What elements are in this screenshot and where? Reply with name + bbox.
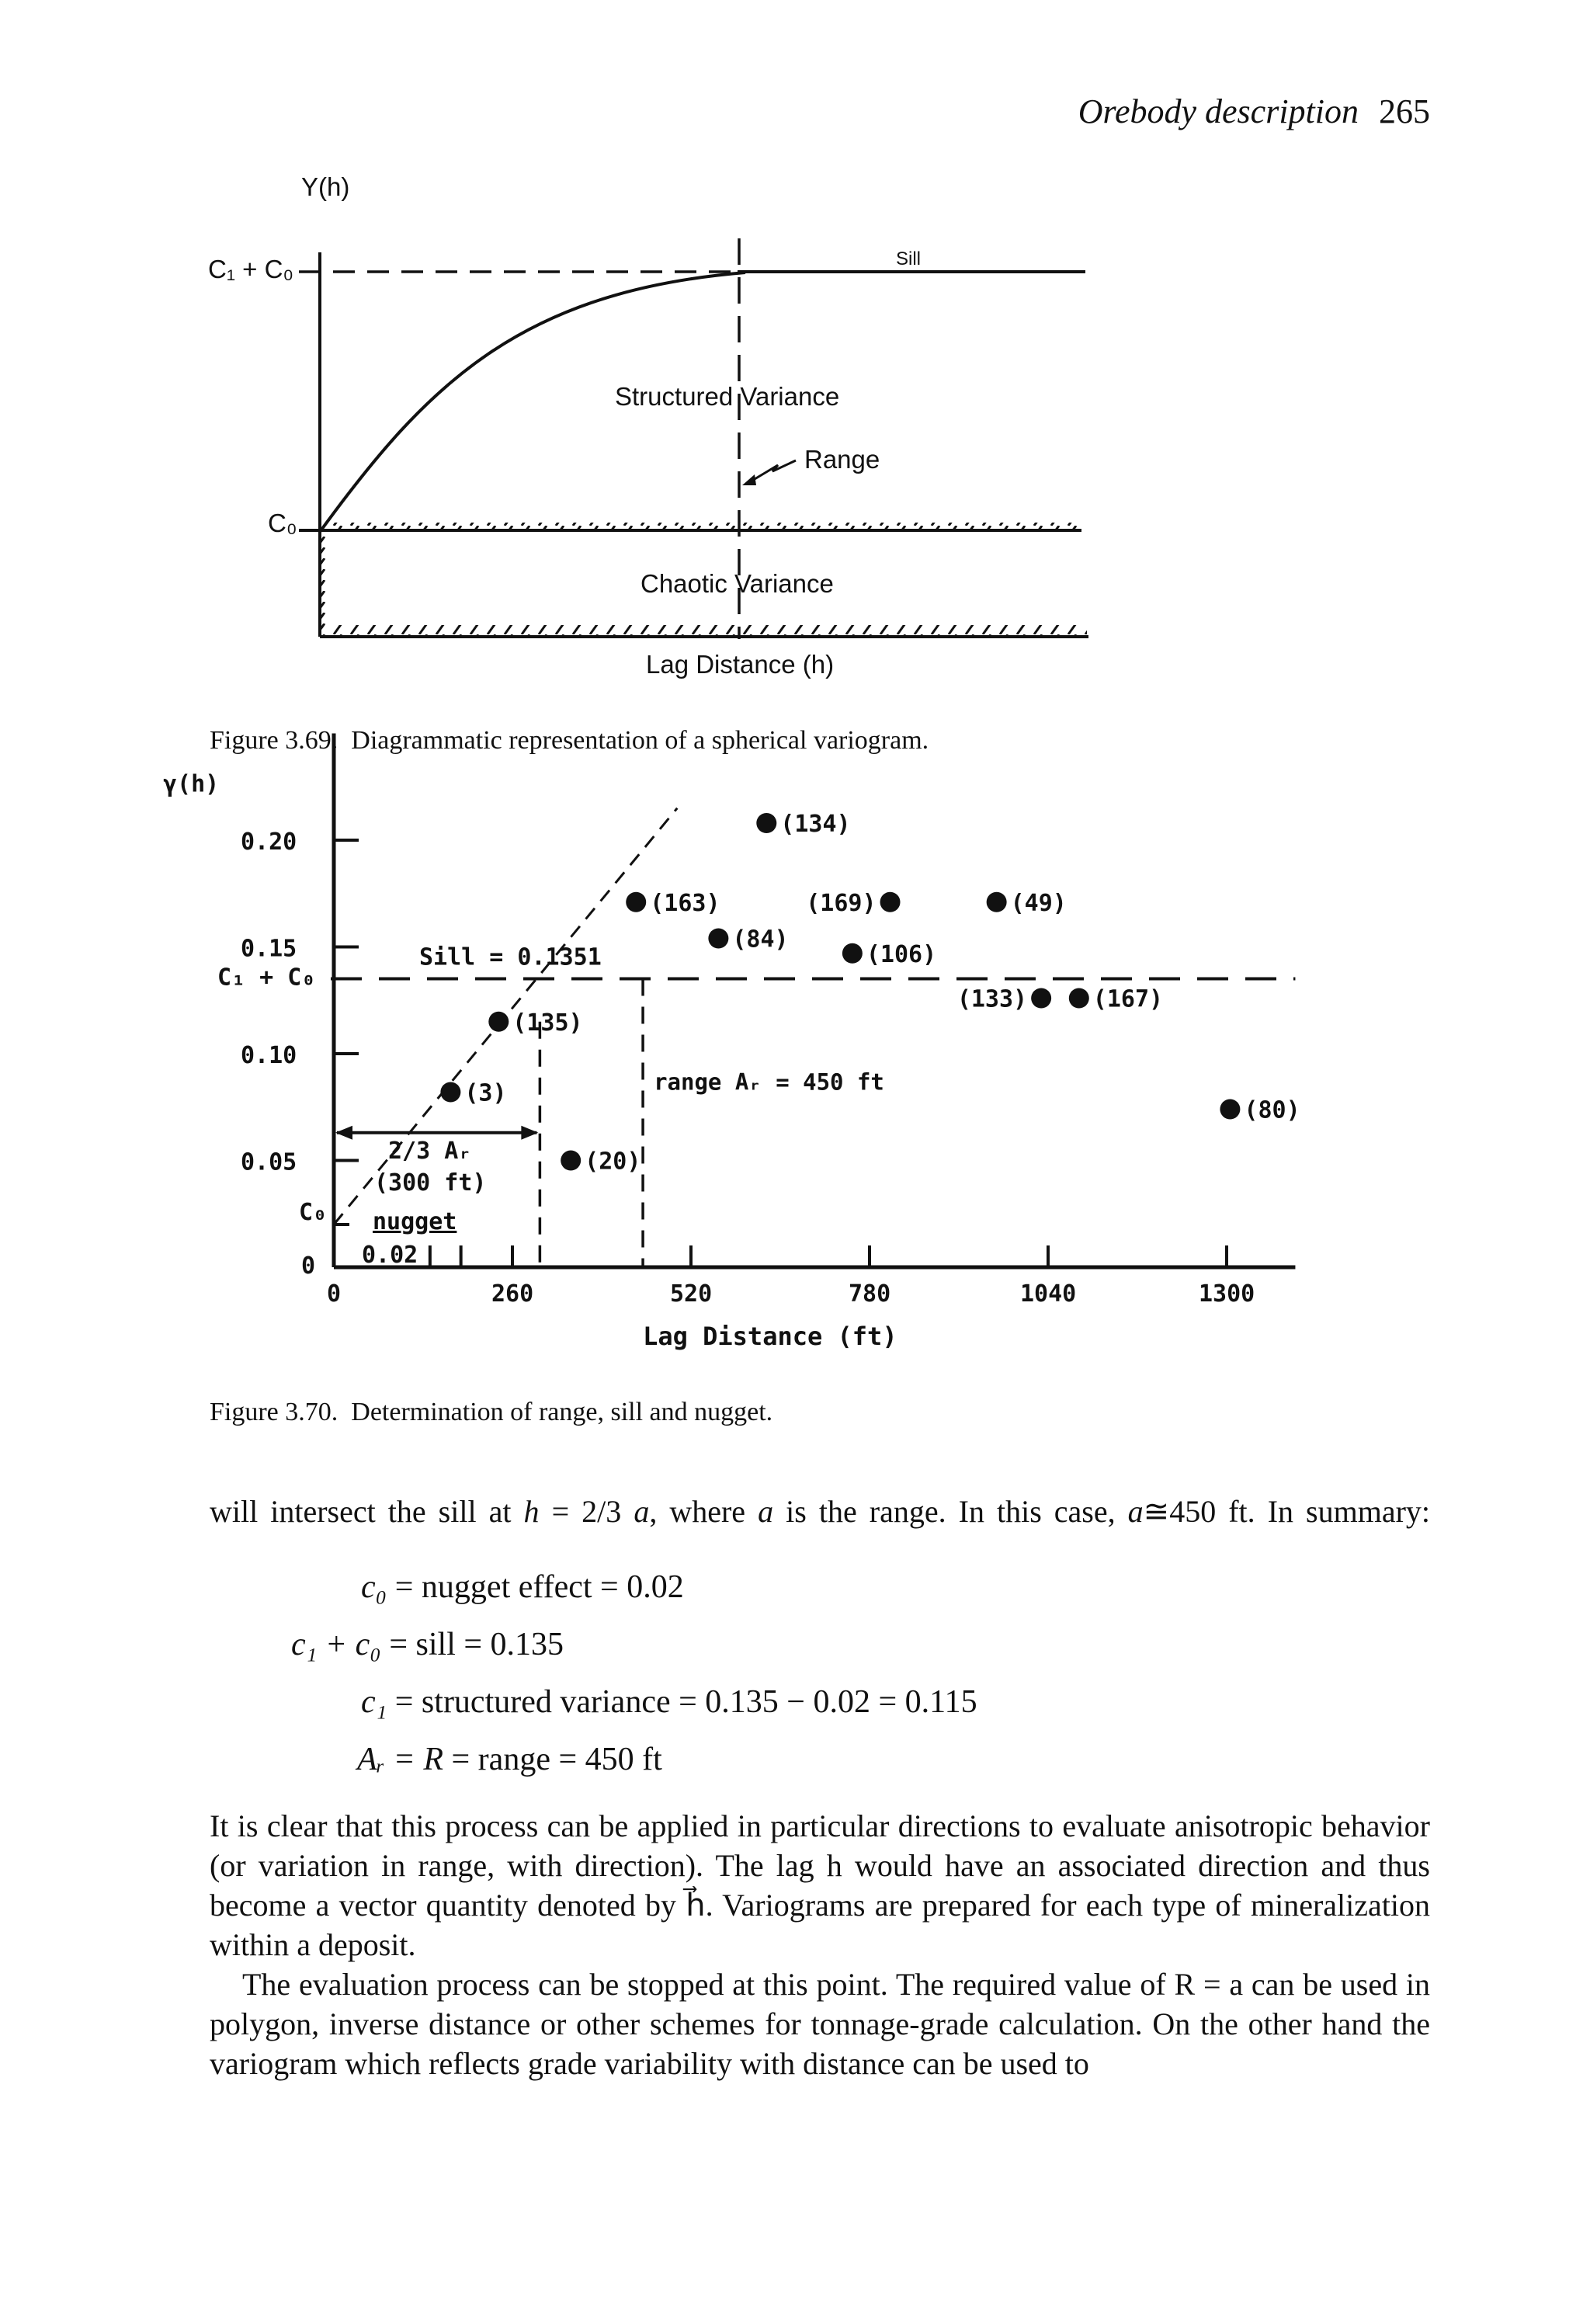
data-point (1220, 1099, 1240, 1120)
variogram-chart (155, 770, 1300, 1367)
x-tick-label: 780 (848, 1280, 891, 1308)
chart-x-label: Lag Distance (ft) (643, 1322, 897, 1351)
data-point-label: (134) (780, 811, 851, 838)
data-point-label: (133) (956, 985, 1028, 1013)
y-tick-label: 0.05 (241, 1148, 297, 1176)
equation-structured-variance (361, 1683, 977, 1721)
paragraph-anisotropy (210, 1806, 1430, 1964)
equation-sill (291, 1626, 564, 1663)
running-head (854, 92, 1430, 131)
equation-range (357, 1741, 662, 1778)
chart-two-thirds-arrowhead-left (335, 1126, 352, 1140)
data-point-label: (84) (732, 926, 789, 954)
y-tick-label: 0.20 (241, 829, 297, 856)
diagram-y-label: Y(h) (301, 172, 350, 201)
diagram-x-label: Lag Distance (h) (646, 650, 835, 679)
y-tick-label: 0.10 (241, 1042, 297, 1069)
data-point (1069, 988, 1089, 1009)
data-point (842, 943, 863, 964)
diagram-nugget-level-label: C₀ (268, 509, 297, 537)
diagram-x-axis-hatching (322, 625, 1087, 636)
intro-text-1: will intersect the sill at (210, 1494, 524, 1529)
intro-var-a: a (634, 1494, 650, 1529)
data-point (1031, 988, 1051, 1009)
equation-nugget-rhs: = nugget effect = 0.02 (394, 1569, 684, 1605)
data-point-label: (20) (585, 1148, 641, 1176)
paragraph-evaluation-text: The evaluation process can be stopped at this point. The required value of R = a can be used in polygon, inverse distance or other schemes for tonnage-grade calculation. On the other hand the variogram which reflects grade variability with distance can be used to (210, 1967, 1430, 2081)
equation-structured-lhs: c₁ (361, 1684, 387, 1720)
chart-range-text: range Aᵣ = 450 ft (654, 1068, 884, 1096)
page-number: 265 (1379, 92, 1430, 130)
x-tick-label: 1040 (1019, 1280, 1077, 1308)
chart-nugget-value: 0.02 (362, 1241, 418, 1269)
chart-two-thirds-arrowhead-right (521, 1126, 538, 1140)
data-point (488, 1012, 509, 1032)
data-point-label: (106) (866, 940, 937, 968)
intro-text-3: , where (649, 1494, 759, 1529)
data-point-label: (49) (1010, 889, 1067, 917)
data-point-label: (169) (806, 889, 877, 917)
figure-3-70-caption: Figure 3.70. Determination of range, sill and nugget. (210, 1398, 773, 1426)
data-point (440, 1082, 460, 1103)
equation-nugget-lhs: c₀ (361, 1569, 387, 1605)
equation-range-lhs: Aᵣ = R (357, 1742, 443, 1777)
intro-text-5: ≅450 ft. In summary: (1143, 1494, 1431, 1529)
paragraph-evaluation (210, 1964, 1430, 2083)
data-point-label: (80) (1244, 1096, 1300, 1124)
chart-c0-label: C₀ (299, 1199, 328, 1226)
equation-nugget (361, 1568, 684, 1606)
data-point-label: (167) (1092, 985, 1164, 1013)
diagram-range-arrowhead (742, 474, 756, 485)
data-point (987, 892, 1007, 912)
chart-nugget-text: nugget (373, 1208, 457, 1235)
x-tick-label: 260 (491, 1280, 534, 1308)
diagram-structured-variance-label: Structured Variance (615, 382, 840, 411)
chart-y-label: γ(h) (163, 770, 220, 798)
x-tick-label: 0 (327, 1280, 342, 1308)
equation-sill-rhs: = sill = 0.135 (389, 1627, 564, 1662)
chart-two-thirds-text: 2/3 Aᵣ (388, 1137, 473, 1165)
data-point-label: (135) (512, 1009, 583, 1037)
diagram-sill-text: Sill (896, 248, 922, 269)
equation-range-rhs: = range = 450 ft (451, 1742, 662, 1777)
data-point-label: (3) (464, 1079, 507, 1107)
diagram-chaotic-hatching (321, 532, 328, 634)
diagram-range-label: Range (804, 445, 880, 474)
data-point-label: (163) (650, 889, 720, 917)
data-point (756, 813, 776, 833)
chart-sill-text: Sill = 0.1351 (419, 943, 602, 971)
data-point (626, 892, 646, 912)
diagram-nugget-hatching (322, 523, 1079, 530)
chart-sill-axis-label: C₁ + C₀ (217, 964, 316, 992)
intro-text-2: = 2/3 (539, 1494, 634, 1529)
equation-sill-lhs: c₁ + c₀ (291, 1627, 381, 1662)
paragraph-anisotropy-text: It is clear that this process can be applied in particular directions to evaluate anisotropic behavior (or variation in range, with direction). The lag h would have an associated direction and thus become a vector quantity denoted by h⃗. Variograms are prepared for each type of mineralization within a deposit. (210, 1808, 1430, 1962)
intro-text-4: is the range. In this case, (773, 1494, 1128, 1529)
x-tick-label: 520 (669, 1280, 713, 1308)
running-head-title: Orebody description (1078, 92, 1359, 130)
diagram-chaotic-variance-label: Chaotic Variance (641, 569, 834, 598)
intro-var-h: h (523, 1494, 540, 1529)
intro-line (210, 1492, 1430, 1531)
y-tick-label: 0 (301, 1252, 316, 1280)
diagram-sill-level-label: C₁ + C₀ (208, 255, 294, 283)
figure-3-69-caption: Figure 3.69. Diagrammatic representation of a spherical variogram. (210, 726, 929, 755)
data-point (708, 929, 728, 949)
spherical-variogram-diagram (194, 167, 1110, 687)
data-point (561, 1151, 581, 1171)
x-tick-label: 1300 (1198, 1280, 1255, 1308)
y-tick-label: 0.15 (241, 935, 297, 963)
intro-var-a2: a (758, 1494, 774, 1529)
data-point (880, 892, 901, 912)
equation-structured-rhs: = structured variance = 0.135 − 0.02 = 0.115 (394, 1684, 977, 1720)
chart-two-thirds-ft: (300 ft) (374, 1169, 487, 1197)
intro-var-a3: a (1127, 1494, 1144, 1529)
